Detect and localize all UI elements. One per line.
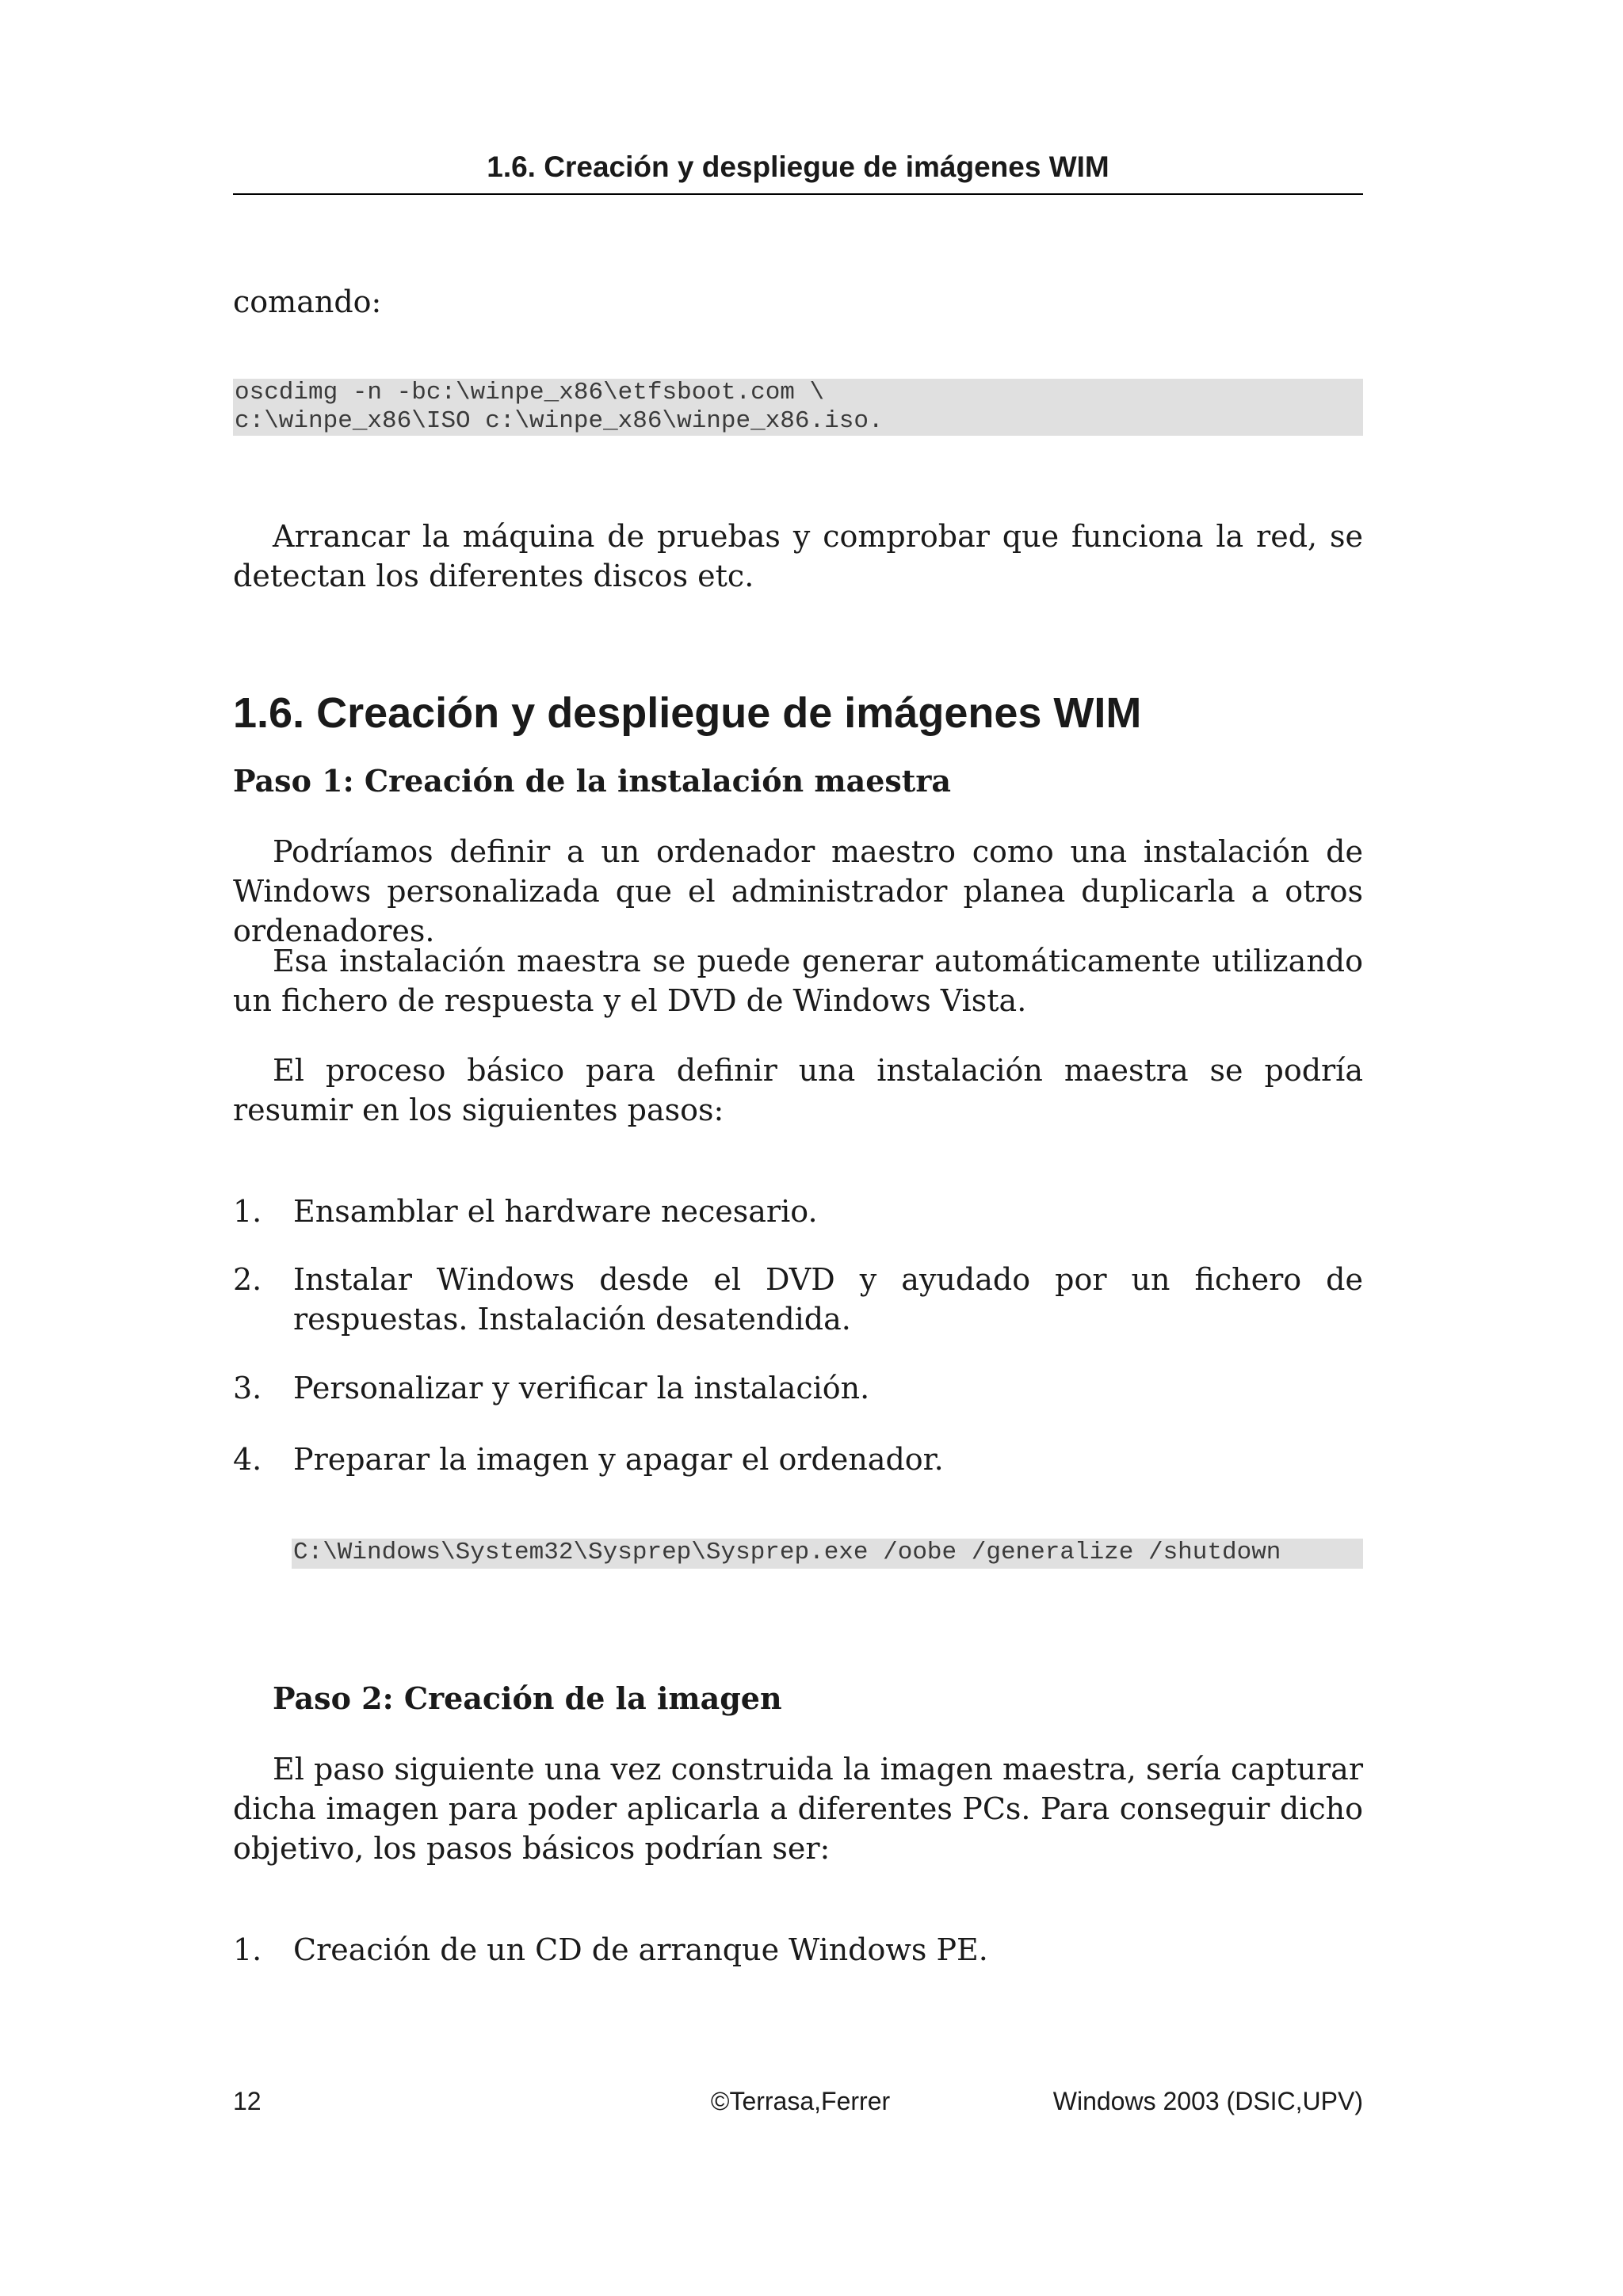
footer-book-title: Windows 2003 (DSIC,UPV) <box>1052 2087 1363 2115</box>
step1-list-num-1: 1. <box>233 1194 262 1229</box>
code-block-oscdimg <box>233 379 1363 436</box>
step2-heading: Paso 2: Creación de la imagen <box>273 1680 782 1716</box>
step1-paragraph-2: Esa instalación maestra se puede generar automáticamente utilizando un fichero de respuesta y el DVD de Windows Vista. <box>233 944 1363 1018</box>
code-line-2: c:\winpe_x86\ISO c:\winpe_x86\winpe_x86.iso. <box>235 407 884 435</box>
step1-list-item-1: Ensamblar el hardware necesario. <box>293 1194 818 1229</box>
running-header: 1.6. Creación y despliegue de imágenes WIM <box>487 151 1109 183</box>
footer-copyright: ©Terrasa,Ferrer <box>710 2087 891 2115</box>
step1-paragraph-1: Podríamos definir a un ordenador maestro como una instalación de Windows personalizada que el administrador planea duplicarla a otros ordenadores. <box>233 834 1363 948</box>
section-title: 1.6. Creación y despliegue de imágenes WIM <box>233 689 1142 737</box>
step1-list-num-4: 4. <box>233 1442 262 1477</box>
header-rule <box>233 193 1363 195</box>
step1-list-num-3: 3. <box>233 1371 262 1405</box>
page-number: 12 <box>233 2087 262 2115</box>
step2-list-item-1: Creación de un CD de arranque Windows PE. <box>293 1932 988 1967</box>
paragraph-boot-test: Arrancar la máquina de pruebas y comprobar que funciona la red, se detectan los diferentes discos etc. <box>233 519 1363 593</box>
step2-paragraph: El paso siguiente una vez construida la imagen maestra, sería capturar dicha imagen para poder aplicarla a diferentes PCs. Para conseguir dicho objetivo, los pasos básicos podrían ser: <box>233 1752 1363 1866</box>
step1-list-num-2: 2. <box>233 1262 262 1297</box>
code-block-sysprep: C:\Windows\System32\Sysprep\Sysprep.exe /oobe /generalize /shutdown <box>292 1539 1363 1569</box>
step1-list-item-2: Instalar Windows desde el DVD y ayudado por un fichero de respuestas. Instalación desatendida. <box>293 1262 1363 1337</box>
code-line-1: oscdimg -n -bc:\winpe_x86\etfsboot.com \ <box>235 379 825 406</box>
step2-list-num-1: 1. <box>233 1932 262 1967</box>
intro-text: comando: <box>233 284 382 319</box>
step1-paragraph-3: El proceso básico para definir una instalación maestra se podría resumir en los siguientes pasos: <box>233 1053 1363 1127</box>
step1-list-item-3: Personalizar y verificar la instalación. <box>293 1371 870 1405</box>
step1-heading: Paso 1: Creación de la instalación maestra <box>233 763 952 799</box>
step1-list-item-4: Preparar la imagen y apagar el ordenador. <box>293 1442 944 1477</box>
